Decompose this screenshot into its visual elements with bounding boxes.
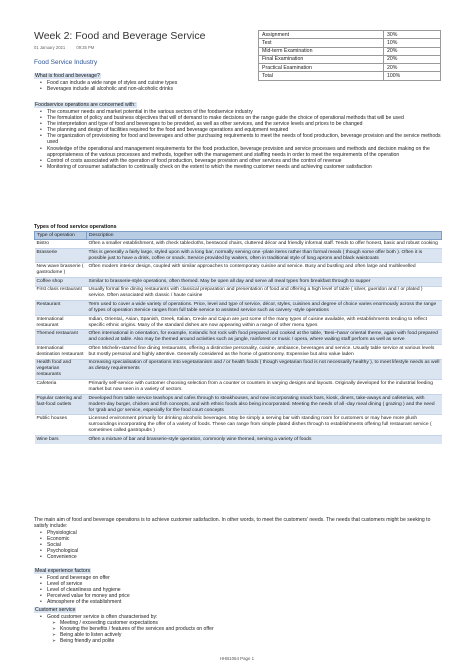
date-row [34,45,104,50]
operation-description: Often a mixture of bar and brasserie-style operation, commonly wine themed, serving a variety of foods [87,435,442,443]
assessment-value: 20% [384,55,441,63]
table-row [259,31,441,39]
table-row [35,315,442,330]
page-date: 01 January 2021 [34,45,66,50]
table-row [35,344,442,359]
table-row [35,263,442,278]
list-item: • Physiological [34,530,78,536]
needs-list [34,530,78,560]
operation-description: Term used to cover a wide variety of operations. Price, level and type of service, décor, styles, cuisines and degree of choice varies enormously across the range of types of operation Service ranges from full table service to assisted service such as carvery -style operations [87,301,442,316]
list-item: • The interpretation and type of food and beverages to be provided, as well as other services, and the service levels and prices to be changed [34,121,444,127]
operation-type: Restaurant [35,301,87,316]
list-item: ➢ Meeting / exceeding customer expectations [34,620,214,626]
operations-table [34,231,442,444]
table-row [259,39,441,47]
list-item: • The consumer needs and market potential in the various sectors of the foodservice industry [34,109,444,115]
list-item: ➢ Being friendly and polite [34,638,214,644]
operation-type: First class restaurant [35,286,87,301]
operation-description: Primarily self-service with customer choosing selection from a counter or counters in varying designs and layouts. Originally developed for the industrial feeding market but now seen in a variety of sectors [87,380,442,395]
customer-service-list [34,620,214,644]
list-item: • Control of costs associated with the operation of food production, beverage provision and other services and the control of revenue [34,158,444,164]
list-item: ➢ Knowing the benefits / features of the services and products on offer [34,626,214,632]
types-heading: Types of food service operations [34,224,117,230]
table-row [259,55,441,63]
table-row [35,394,442,415]
table-row [259,47,441,55]
list-item: • Psychological [34,548,78,554]
list-item: • The formulation of policy and business objectives that will of demand to make decisions on the range guide the choice of operational methods that will be used [34,115,444,121]
list-item: • Atmosphere of the establishment [34,599,130,605]
list-item: • Level of service [34,581,130,587]
operation-type: International destination restaurant [35,344,87,359]
operation-description: Indian, Oriental,, Asian, Spanish, Greek, Italian, Creole and Cajun are just some of the many types of cuisine available, with establishments tending to reflect specific ethnic origins. Many of the standard dishes are now appearing within a range of other menu types [87,315,442,330]
operation-type: Cafeteria [35,380,87,395]
list-item: • Food and beverage on offer [34,575,130,581]
meal-heading: Meal experience factors [35,568,91,574]
operation-description: Similar to brasserie-style operations, often themed. May be open all day and serve all meal types from breakfast through to supper [87,277,442,286]
assessment-label: Practical Examination [259,64,384,72]
operation-description: Often a smaller establishment, with check tablecloths, bentwood chairs, cluttered décor and friendly informal staff. Tends to offer honest, basic and robust cooking [87,240,442,249]
assessment-label: Final Examination [259,55,384,63]
assessment-label: Total [259,72,384,80]
table-row [259,64,441,72]
meal-list [34,575,130,605]
list-item: • Beverages include all alcoholic and non-alcoholic drinks [34,86,177,92]
list-item: • Good customer service is often characterised by: [34,614,157,620]
table-row [35,277,442,286]
customer-service-heading: Customer service [35,607,76,613]
assessment-value: 30% [384,31,441,39]
assessment-label: Test [259,39,384,47]
list-item: • Economic [34,536,78,542]
section-subtitle: Food Service Industry [34,59,98,66]
assessment-label: Assignment [259,31,384,39]
table-row [35,330,442,345]
table-row [35,415,442,436]
list-item: • The planning and design of facilities required for the food and beverage operations and equipment required [34,127,444,133]
table-row [35,248,442,263]
operation-type: Bistro [35,240,87,249]
page-title: Week 2: Food and Beverage Service [34,30,206,42]
operation-description: Often modern interior design, coupled with similar approaches to contemporary cuisine and service. Busy and bustling and often large and multilevelled [87,263,442,278]
operation-type: International restaurant [35,315,87,330]
assessment-value: 20% [384,47,441,55]
assessment-table [258,30,441,81]
operation-description: Usually formal fine dining restaurants with classical preparation and presentation of food and offering a high level of table ( silver, gueridon and / or plated ) service. Often associated with classic / haute cuisine [87,286,442,301]
list-item: • Food can include a wide range of styles and cuisine types [34,80,177,86]
page-time: 09:25 PM [76,45,95,50]
aim-paragraph: The main aim of food and beverage operations is to achieve customer satisfaction. In other words, to meet the customers' needs. The needs that customers might be seeking to satisfy include: [34,517,431,530]
assessment-value: 20% [384,64,441,72]
table-row [259,72,441,80]
table-row [35,380,442,395]
table-row [35,286,442,301]
list-item: • Social [34,542,78,548]
table-row [35,240,442,249]
operation-description: Often international in orientation, for example, Icelandic hot rock with food prepared and cooked at the table, 'Beni–hana' oriental theme, again with food prepared and cooked at table. Also may be themed around activities such as jungle, rainforest or music / opera, where waiting staff perform as well as serve [87,330,442,345]
food-beverage-heading: What is food and beverage? [35,73,100,79]
operation-type: Themed restaurant [35,330,87,345]
operation-description: Developed from table service teashops and cafes through to steakhouses, and now incorporating snack bars, kiosk, diners, take-aways and cafeterias, with modern-day burger, chicken and fish concepts, and with ethnic foods also being incorporated. Meeting the needs of all -day meal dining ( grazing ) and the need for 'grab and go' service, especially for the food court concepts [87,394,442,415]
assessment-value: 100% [384,72,441,80]
concerns-heading: Foodservice operations are concerned with: [35,102,136,108]
food-beverage-list [34,80,177,92]
operation-type: Wine bars [35,435,87,443]
operation-description: This is generally a fairly large, styled upon with a long bar, normally serving one -plate items rather than formal meals ( though some offer both ). Often it is possible just to have a drink, coffee or snack. Service provided by waiters, often in traditional style of long aprons and black waistcoats [87,248,442,263]
operation-description: Often Michelin-starred fine dining restaurants, offering a distinctive personality, cuisine, ambiance, beverages and service. Usually table service at various levels but mostly personal and highly attentive. Generally considered as the home of gastronomy. Expensive but also value laden [87,344,442,359]
list-item: • Level of cleanliness and hygiene [34,587,130,593]
page-footer: HHB1064 Page 1 [219,656,255,661]
table-row [35,301,442,316]
operation-description: Licensed environment primarily for drinking alcoholic beverages. May be simply a serving bar with standing room for customers or may have more plush surroundings incorporating the offer of a variety of foods. These can range from simple plated dishes through to establishments offering full restaurant service ( sometimes called gastropubs ) [87,415,442,436]
column-header-type: Type of operation [35,232,87,240]
operation-description: Increasing specialisation of operations into vegetarianism and / or health foods ( though vegetarian food is not necessarily healthy ), to meet lifestyle needs as well as dietary requirements [87,359,442,380]
table-header-row [35,232,442,240]
list-item: • The organization of provisioning for food and beverages and other purchasing requirements to meet the needs of food production, beverage provision and the service methods used [34,133,444,145]
operation-type: Popular catering and fast-food outlets [35,394,87,415]
assessment-value: 10% [384,39,441,47]
operation-type: New wave brasserie ( gastrodome ) [35,263,87,278]
list-item: • Monitoring of consumer satisfaction to continually check on the extent to which the meeting customer needs and achieving customer satisfaction [34,164,444,170]
assessment-label: Mid-term Examination [259,47,384,55]
column-header-description: Description [87,232,442,240]
operation-type: Brasserie [35,248,87,263]
operation-type: Health food and vegetarian restaurants [35,359,87,380]
table-row [35,359,442,380]
list-item: • Knowledge of the operational and management requirements for the food production, beverage provision and service processes and methods and decision making on the appropriateness of the various processes and methods, together with the management and staffing needs in order to meet the requirements of the operation [34,146,444,158]
table-row [35,435,442,443]
list-item: • Perceived value for money and price [34,593,130,599]
list-item: • Convenience [34,554,78,560]
operation-type: Public houses [35,415,87,436]
operation-type: Coffee shop [35,277,87,286]
list-item: ➢ Being able to listen actively [34,632,214,638]
concerns-list [34,109,444,170]
